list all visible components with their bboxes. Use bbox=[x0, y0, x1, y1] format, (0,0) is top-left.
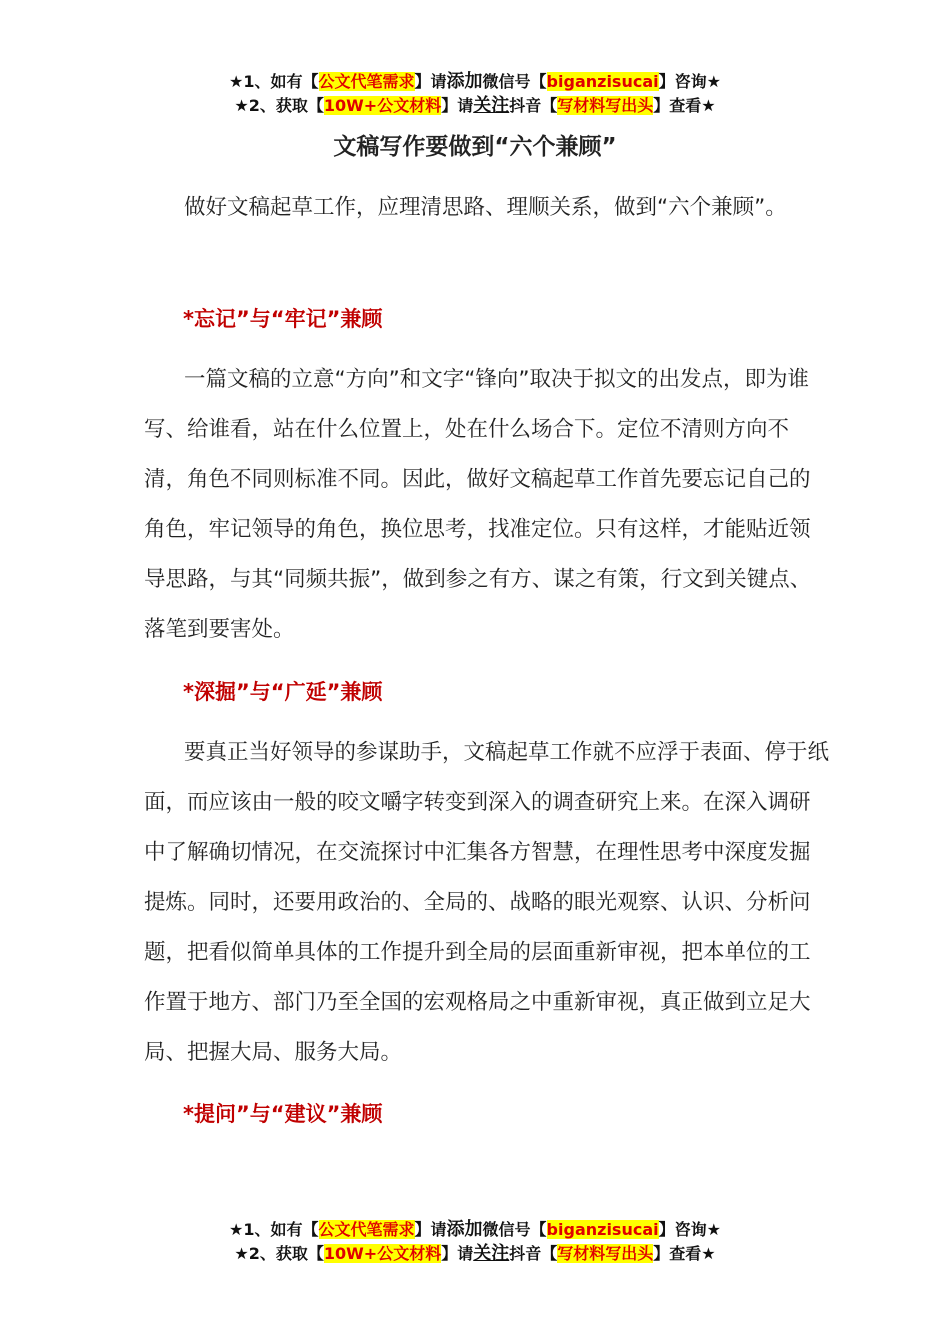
banner-line-2: ★2、获取【10W+公文材料】请关注抖音【写材料写出头】查看★ bbox=[234, 1243, 716, 1264]
highlight-text: 写材料写出头 bbox=[557, 1244, 654, 1263]
highlight-text: 10W+公文材料 bbox=[323, 1244, 442, 1263]
highlight-text: biganzisucai bbox=[546, 72, 659, 91]
banner-line-1: ★1、如有【公文代笔需求】请添加微信号【biganzisucai】咨询★ bbox=[229, 71, 721, 92]
section-body: 一篇文稿的立意“方向”和文字“锋向”取决于拟文的出发点，即为谁写、给谁看，站在什么位置上，处在什么场合下。定位不清则方向不清，角色不同则标准不同。因此，做好文稿起草工作首先要忘记自己的角色，牢记领导的角色，换位思考，找准定位。只有这样，才能贴近领导思路，与其“同频共振”，做到参之有方、谋之有策，行文到关键点、落笔到要害处。 bbox=[144, 367, 812, 642]
highlight-text: 写材料写出头 bbox=[557, 96, 654, 115]
section-heading: *深掘”与“广延”兼顾 bbox=[183, 680, 383, 704]
top-banner bbox=[0, 70, 950, 118]
section-heading: *忘记”与“牢记”兼顾 bbox=[183, 307, 383, 331]
intro-paragraph: 做好文稿起草工作，应理清思路、理顺关系，做到“六个兼顾”。 bbox=[184, 195, 787, 220]
highlight-text: biganzisucai bbox=[546, 1220, 659, 1239]
document-title: 文稿写作要做到“六个兼顾” bbox=[333, 134, 617, 160]
bottom-banner bbox=[0, 1218, 950, 1266]
banner-line-1: ★1、如有【公文代笔需求】请添加微信号【biganzisucai】咨询★ bbox=[229, 1219, 721, 1240]
highlight-text: 公文代笔需求 bbox=[318, 72, 415, 91]
section-heading: *提问”与“建议”兼顾 bbox=[183, 1102, 383, 1126]
highlight-text: 10W+公文材料 bbox=[323, 96, 442, 115]
banner-line-2: ★2、获取【10W+公文材料】请关注抖音【写材料写出头】查看★ bbox=[234, 95, 716, 116]
highlight-text: 公文代笔需求 bbox=[318, 1220, 415, 1239]
section-body: 要真正当好领导的参谋助手，文稿起草工作就不应浮于表面、停于纸面，而应该由一般的咬文嚼字转变到深入的调查研究上来。在深入调研中了解确切情况，在交流探讨中汇集各方智慧，在理性思考中深度发掘提炼。同时，还要用政治的、全局的、战略的眼光观察、认识、分析问题，把看似简单具体的工作提升到全局的层面重新审视，把本单位的工作置于地方、部门乃至全国的宏观格局之中重新审视，真正做到立足大局、把握大局、服务大局。 bbox=[144, 740, 830, 1065]
